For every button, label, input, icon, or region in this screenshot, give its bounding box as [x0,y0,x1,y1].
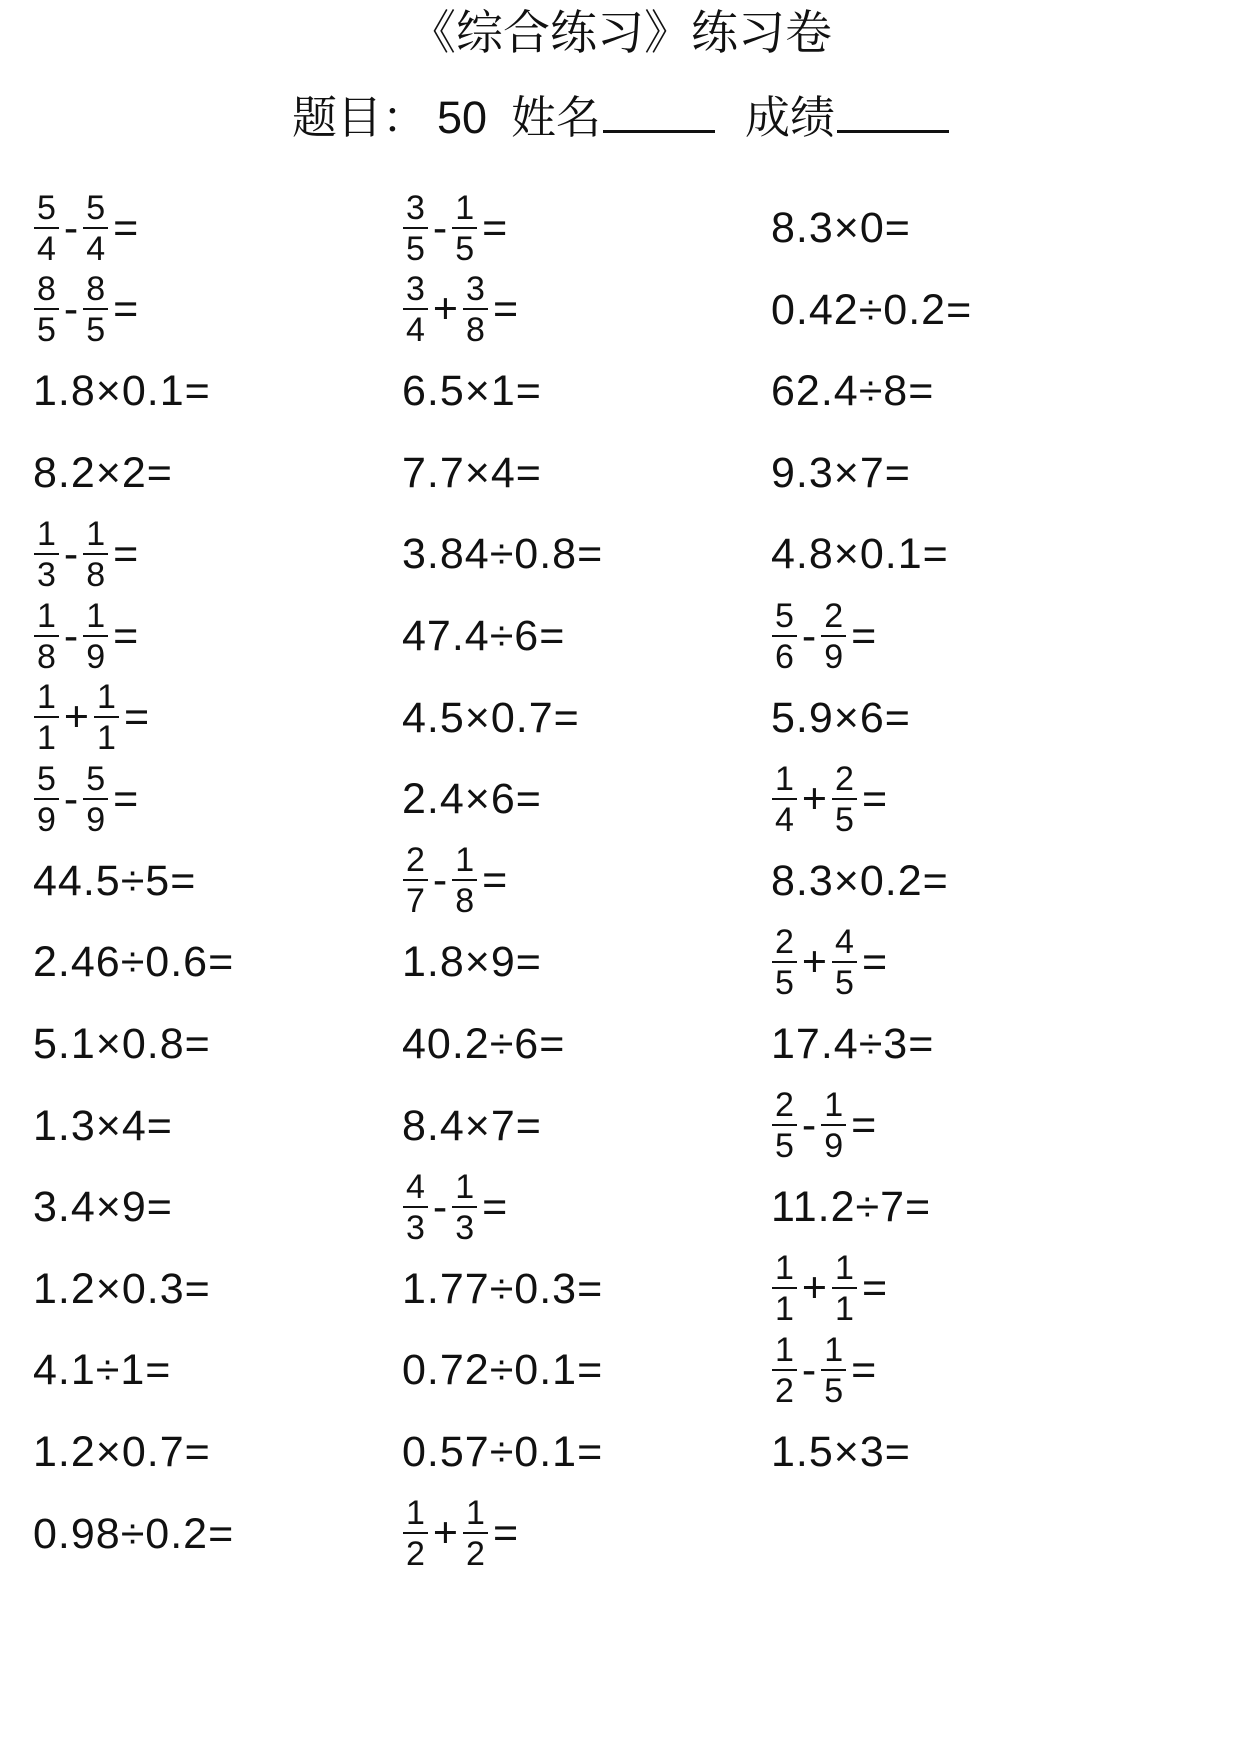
problem [771,1161,931,1253]
problem-row [33,590,1213,682]
problem-expression: 6.5×1= [402,367,542,416]
denominator: 8 [455,882,475,921]
problem-row [33,1406,1213,1498]
problem-row [33,1488,1213,1580]
denominator: 2 [466,1535,485,1574]
problem [33,835,196,927]
problem-row [33,835,1213,927]
problem [33,1488,234,1580]
problem-expression: 8.3×0.2= [771,856,949,905]
numerator: 1 [94,680,119,718]
question-label: 题目： [291,91,427,144]
fraction [34,678,59,758]
denominator: 4 [37,229,56,268]
fraction [83,514,108,594]
problem [771,1080,876,1172]
denominator: 1 [97,719,116,758]
fraction [821,596,846,676]
problem [402,427,542,519]
fraction [452,841,477,921]
problem [33,264,138,356]
operator: - [63,611,79,660]
numerator: 5 [772,599,797,637]
problem [402,1488,518,1580]
fraction [34,596,59,676]
problem [771,182,911,274]
equals-sign: = [113,203,139,252]
name-blank[interactable] [603,90,715,133]
problem-expression: 0.98÷0.2= [33,1509,235,1558]
problem [33,1161,173,1253]
problem-expression: 5.9×6= [771,693,911,742]
problem [33,182,138,274]
fraction [772,1330,797,1410]
problem [402,508,603,600]
problem [771,427,911,519]
problem [402,672,580,764]
numerator: 1 [83,599,108,637]
problem [33,998,211,1090]
problem [771,672,911,764]
problem-expression: 9.3×7= [771,448,911,497]
problem [771,264,972,356]
problem [33,1406,211,1498]
denominator: 4 [86,229,106,268]
problem-row [33,916,1213,1008]
numerator: 4 [403,1170,428,1208]
problem [402,916,542,1008]
problem [402,1243,603,1335]
problem [402,1324,603,1416]
problem [771,998,934,1090]
denominator: 1 [37,719,56,758]
denominator: 9 [86,637,106,676]
operator: + [801,937,828,986]
numerator: 1 [821,1333,846,1371]
numerator: 1 [772,1333,797,1371]
equals-sign: = [113,611,139,660]
problem-expression: 17.4÷3= [771,1020,935,1068]
equals-sign: = [482,203,508,252]
denominator: 5 [775,1127,794,1166]
equals-sign: = [851,611,877,660]
problem [33,427,173,519]
denominator: 4 [775,800,794,839]
denominator: 3 [455,1208,475,1247]
problem-expression: 1.2×0.7= [33,1428,211,1476]
problem [402,345,542,437]
problem-expression: 0.57÷0.1= [402,1428,604,1476]
equals-sign: = [861,937,888,986]
numerator: 4 [832,925,857,963]
problem [771,345,934,437]
fraction [83,270,108,350]
denominator: 1 [835,1290,854,1329]
numerator: 1 [83,517,108,555]
operator: - [801,1345,817,1394]
problem [402,1406,603,1498]
fraction [34,188,59,268]
problem-row [33,998,1213,1090]
operator: - [432,856,448,905]
problem-expression: 2.4×6= [402,775,542,824]
denominator: 5 [86,311,106,350]
fraction [463,1494,488,1574]
problem [33,916,234,1008]
equals-sign: = [482,856,508,905]
denominator: 5 [835,963,854,1002]
problem-row [33,1243,1213,1335]
denominator: 9 [86,800,106,839]
problem-expression: 1.2×0.3= [33,1264,211,1313]
operator: - [801,611,817,660]
numerator: 5 [34,762,59,800]
denominator: 3 [406,1208,425,1247]
problem-expression: 3.4×9= [33,1183,173,1232]
denominator: 7 [406,882,425,921]
fraction [832,922,857,1002]
fraction [403,841,428,921]
problem-expression: 5.1×0.8= [33,1020,211,1068]
numerator: 1 [832,1251,857,1289]
fraction [452,188,477,268]
fraction [772,596,797,676]
problem [402,1080,542,1172]
denominator: 2 [775,1371,794,1410]
equals-sign: = [113,529,139,578]
problem [771,916,887,1008]
numerator: 8 [83,272,108,310]
problem [33,590,138,682]
denominator: 9 [824,637,844,676]
problem-expression: 4.5×0.7= [402,693,580,742]
operator: - [63,203,79,252]
numerator: 1 [452,843,477,881]
numerator: 1 [34,517,59,555]
problem-expression: 47.4÷6= [402,612,566,660]
problem-expression: 4.1÷1= [33,1346,172,1395]
problem-expression: 8.4×7= [402,1101,542,1150]
numerator: 5 [83,762,108,800]
problem [33,1324,171,1416]
denominator: 9 [824,1127,844,1166]
problem-row [33,264,1213,356]
problem [33,508,138,600]
fraction [34,270,59,350]
problem [402,753,542,845]
operator: - [432,203,448,252]
problem-row [33,672,1213,764]
operator: - [63,285,79,334]
score-blank[interactable] [837,90,949,133]
problem [771,1243,887,1335]
fraction [34,759,59,839]
numerator: 2 [821,599,846,637]
problem [402,1161,507,1253]
numerator: 1 [403,1496,428,1534]
fraction [403,1167,428,1247]
denominator: 5 [824,1371,844,1410]
name-label: 姓名 [511,91,602,144]
equals-sign: = [861,1264,888,1313]
operator: + [801,774,828,823]
problem-row [33,182,1213,274]
numerator: 1 [772,762,797,800]
denominator: 2 [406,1535,425,1574]
denominator: 5 [775,963,794,1002]
fraction [772,1249,797,1329]
equals-sign: = [123,693,150,742]
fraction [94,678,119,758]
fraction [772,922,797,1002]
fraction [403,188,428,268]
numerator: 1 [452,191,477,229]
problem-row [33,508,1213,600]
worksheet-subtitle [0,90,1241,146]
problem-expression: 4.8×0.1= [771,530,949,579]
fraction [772,759,797,839]
problem-expression: 1.8×9= [402,938,542,987]
equals-sign: = [861,774,888,823]
denominator: 5 [406,229,425,268]
problem-expression: 0.42÷0.2= [771,285,973,334]
denominator: 6 [775,637,794,676]
denominator: 8 [37,637,56,676]
problem-row [33,1080,1213,1172]
numerator: 8 [34,272,59,310]
denominator: 5 [37,311,56,350]
numerator: 1 [463,1496,488,1534]
problem [402,264,518,356]
problem [33,345,211,437]
equals-sign: = [113,285,139,334]
problem-expression: 7.7×4= [402,448,542,497]
operator: - [801,1101,817,1150]
equals-sign: = [851,1101,877,1150]
problem [33,1243,211,1335]
operator: + [432,285,459,334]
problem-expression: 62.4÷8= [771,367,935,416]
denominator: 5 [835,800,854,839]
problem-expression: 3.84÷0.8= [402,530,604,579]
fraction [832,759,857,839]
numerator: 2 [832,762,857,800]
problem [33,1080,173,1172]
question-count: 50 [436,92,488,143]
fraction [452,1167,477,1247]
problem [771,1324,876,1416]
problem-row [33,1324,1213,1416]
operator: + [801,1264,828,1313]
equals-sign: = [482,1182,508,1231]
problem-expression: 8.3×0= [771,204,911,252]
numerator: 5 [83,191,108,229]
denominator: 8 [466,311,485,350]
numerator: 1 [452,1170,477,1208]
problem [33,753,138,845]
fraction [403,270,428,350]
problem [402,835,507,927]
numerator: 2 [403,843,428,881]
fraction [83,759,108,839]
fraction [772,1086,797,1166]
problem [402,590,565,682]
operator: - [63,774,79,823]
denominator: 8 [86,555,106,594]
fraction [83,596,108,676]
numerator: 1 [821,1088,846,1126]
fraction [83,188,108,268]
numerator: 1 [772,1251,797,1289]
fraction [34,514,59,594]
equals-sign: = [851,1345,877,1394]
numerator: 2 [772,1088,797,1126]
problem-expression: 44.5÷5= [33,856,197,905]
operator: - [63,529,79,578]
fraction [832,1249,857,1329]
problem [771,835,949,927]
problem [402,182,507,274]
fraction [403,1494,428,1574]
problem-expression: 1.3×4= [33,1101,173,1150]
numerator: 2 [772,925,797,963]
problem-row [33,1161,1213,1253]
problem [771,508,949,600]
problem-expression: 40.2÷6= [402,1020,566,1068]
problem [33,672,149,764]
problem-expression: 0.72÷0.1= [402,1346,604,1395]
equals-sign: = [492,1509,519,1558]
problem-expression: 11.2÷7= [771,1183,932,1232]
problem [771,753,887,845]
numerator: 3 [403,272,428,310]
problem-expression: 8.2×2= [33,448,173,497]
denominator: 3 [37,555,56,594]
problem-expression: 2.46÷0.6= [33,938,235,987]
problem [771,1406,911,1498]
operator: + [432,1509,459,1558]
problem [402,998,565,1090]
problem [771,590,876,682]
score-label: 成绩 [745,91,836,144]
denominator: 1 [775,1290,794,1329]
fraction [463,270,488,350]
problem-row [33,345,1213,437]
fraction [821,1330,846,1410]
equals-sign: = [492,285,519,334]
problem-row [33,427,1213,519]
operator: - [432,1182,448,1231]
operator: + [63,693,90,742]
problem-expression: 1.8×0.1= [33,367,211,416]
equals-sign: = [113,774,139,823]
denominator: 9 [37,800,56,839]
numerator: 5 [34,191,59,229]
denominator: 5 [455,229,475,268]
fraction [821,1086,846,1166]
numerator: 1 [34,599,59,637]
denominator: 4 [406,311,425,350]
numerator: 1 [34,680,59,718]
problem-expression: 1.77÷0.3= [402,1264,604,1313]
problem-expression: 1.5×3= [771,1428,911,1476]
numerator: 3 [403,191,428,229]
worksheet-title: 《综合练习》练习卷 [409,6,832,61]
numerator: 3 [463,272,488,310]
problem-row [33,753,1213,845]
